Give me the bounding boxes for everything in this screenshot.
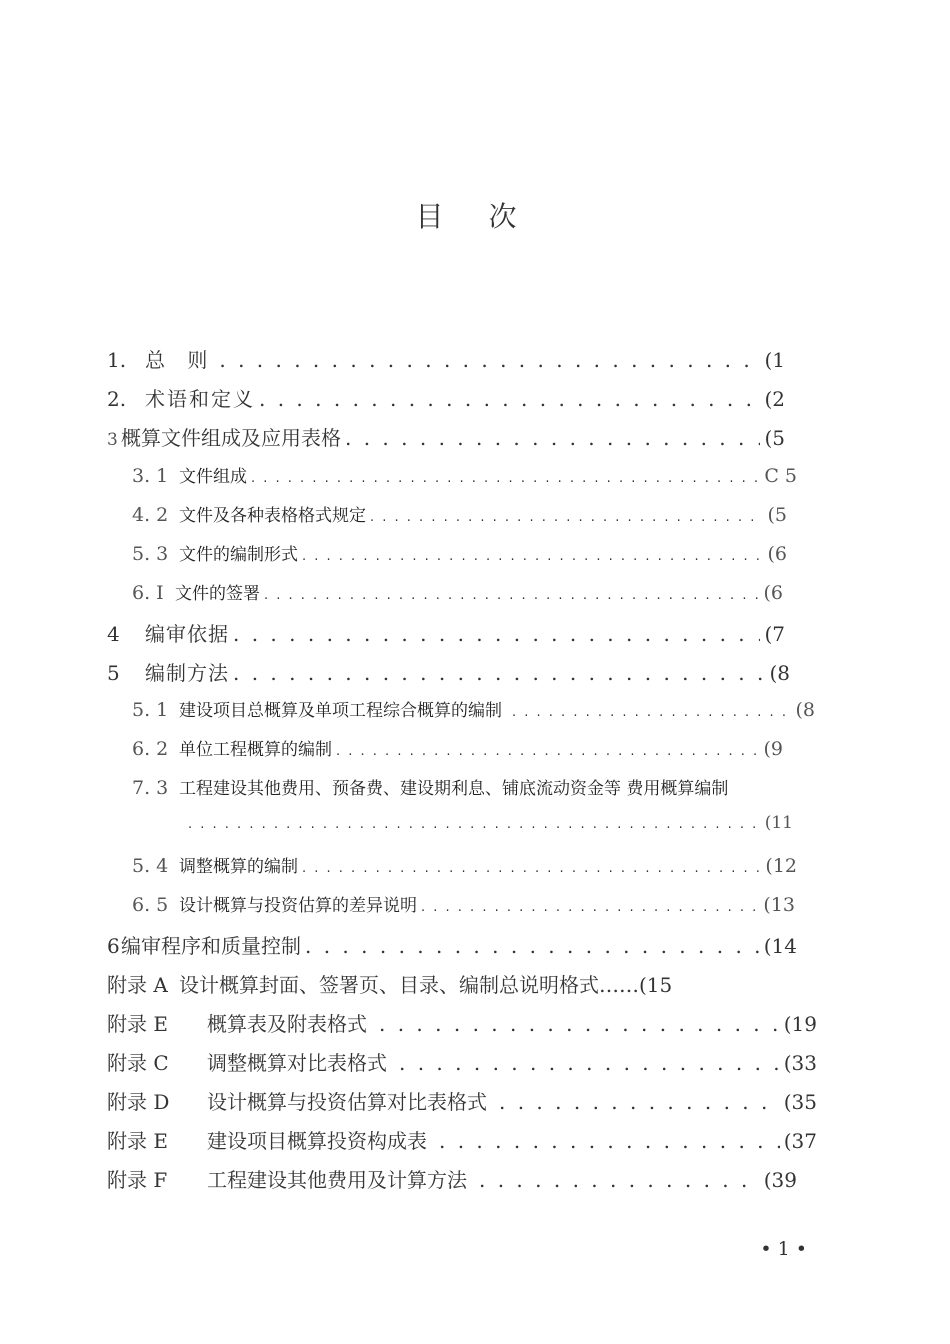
toc-number: 3 bbox=[107, 430, 118, 450]
toc-page: (5 bbox=[767, 504, 787, 526]
page-title: 目 次 bbox=[415, 200, 535, 233]
toc-label: 建设项目概算投资构成表 bbox=[207, 1129, 427, 1153]
toc-entry[interactable] bbox=[107, 1125, 817, 1153]
dot-leader bbox=[439, 1129, 780, 1153]
dot-leader bbox=[479, 1168, 760, 1192]
toc-label: 概算表及附表格式 bbox=[207, 1012, 367, 1036]
toc-label: 文件的编制形式 bbox=[179, 545, 298, 565]
toc-entry[interactable] bbox=[107, 969, 747, 997]
toc-entry[interactable] bbox=[132, 696, 815, 724]
toc-label: 建设项目总概算及单项工程综合概算的编制 bbox=[179, 701, 502, 721]
toc-page: (1 bbox=[764, 348, 785, 372]
toc-label: 术语和定义 bbox=[145, 387, 255, 411]
toc-number: 7. 3 bbox=[132, 777, 169, 799]
toc-entry[interactable] bbox=[132, 501, 787, 529]
toc-entry[interactable] bbox=[107, 1047, 817, 1075]
dot-leader bbox=[302, 549, 763, 564]
toc-page: (7 bbox=[764, 622, 785, 646]
toc-page: C 5 bbox=[764, 465, 797, 487]
toc-number: 5. 1 bbox=[132, 699, 169, 721]
toc-page: (6 bbox=[763, 582, 783, 604]
toc-label: 工程建设其他费用及计算方法 bbox=[207, 1168, 467, 1192]
toc-label: 调整概算对比表格式 bbox=[207, 1051, 387, 1075]
toc-page: (5 bbox=[764, 426, 785, 450]
toc-label: 概算文件组成及应用表格 bbox=[121, 426, 341, 450]
toc-label: 调整概算的编制 bbox=[179, 857, 298, 877]
toc-number: 5 bbox=[107, 661, 120, 685]
dot-leader bbox=[345, 426, 760, 450]
toc-entry[interactable] bbox=[132, 735, 783, 763]
toc-entry[interactable] bbox=[132, 852, 797, 880]
toc-entry[interactable] bbox=[107, 383, 785, 411]
toc-number: 2. bbox=[107, 387, 127, 411]
dot-leader bbox=[370, 510, 763, 525]
dot-leader bbox=[379, 1012, 780, 1036]
dot-leader bbox=[233, 622, 760, 646]
toc-page: (13 bbox=[763, 894, 795, 916]
toc-entry[interactable] bbox=[107, 1086, 817, 1114]
dot-leader bbox=[259, 387, 760, 411]
toc-label: 单位工程概算的编制 bbox=[179, 740, 332, 760]
toc-entry[interactable] bbox=[107, 344, 785, 372]
toc-label: 设计概算与投资估算对比表格式 bbox=[207, 1090, 487, 1114]
page-number: • 1 • bbox=[760, 1238, 807, 1260]
toc-label: 总 则 bbox=[145, 348, 216, 372]
dot-leader bbox=[499, 1090, 780, 1114]
toc-entry[interactable] bbox=[132, 540, 787, 568]
toc-number: 附录 D bbox=[107, 1090, 170, 1114]
toc-label: 文件的签署 bbox=[175, 584, 260, 604]
toc-entry[interactable] bbox=[107, 1164, 797, 1192]
dot-leader bbox=[512, 705, 791, 720]
toc-page: (15 bbox=[639, 973, 673, 997]
toc-page: (19 bbox=[783, 1012, 817, 1036]
toc-number: 6. 2 bbox=[132, 738, 169, 760]
toc-page: (33 bbox=[783, 1051, 817, 1075]
toc-page: (8 bbox=[769, 661, 790, 685]
toc-number: 附录 E bbox=[107, 1012, 168, 1036]
toc-entry[interactable] bbox=[107, 618, 785, 646]
dot-leader bbox=[336, 744, 759, 759]
toc-number: 6. I bbox=[132, 582, 164, 604]
toc-label: 编审程序和质量控制 bbox=[121, 934, 301, 958]
toc-entry[interactable] bbox=[132, 891, 795, 919]
toc-page: (37 bbox=[783, 1129, 817, 1153]
toc-number: 附录 A bbox=[107, 973, 168, 997]
toc-number: 1. bbox=[107, 348, 127, 372]
dot-leader bbox=[399, 1051, 780, 1075]
toc-entry[interactable] bbox=[132, 462, 797, 490]
toc-entry[interactable] bbox=[107, 930, 797, 958]
toc-entry[interactable] bbox=[132, 579, 783, 607]
dot-leader bbox=[251, 471, 760, 486]
toc-label: 编审依据 bbox=[145, 622, 229, 646]
toc-label: 文件组成 bbox=[179, 467, 247, 487]
toc-label: 编制方法 bbox=[145, 661, 229, 685]
toc-page: (39 bbox=[763, 1168, 797, 1192]
toc-label: 设计概算封面、签署页、目录、编制总说明格式…… bbox=[179, 973, 639, 997]
toc-number: 5. 3 bbox=[132, 543, 169, 565]
toc-entry-continuation[interactable] bbox=[188, 813, 793, 841]
toc-page: (14 bbox=[763, 934, 797, 958]
dot-leader bbox=[302, 861, 761, 876]
toc-label: 设计概算与投资估算的差异说明 bbox=[179, 896, 417, 916]
toc-number: 附录 F bbox=[107, 1168, 168, 1192]
toc-number: 4. 2 bbox=[132, 504, 169, 526]
toc-entry[interactable] bbox=[107, 1008, 817, 1036]
dot-leader bbox=[219, 348, 760, 372]
toc-number: 5. 4 bbox=[132, 855, 169, 877]
dot-leader bbox=[264, 588, 759, 603]
dot-leader bbox=[305, 934, 760, 958]
toc-entry[interactable] bbox=[107, 422, 785, 450]
toc-page: (8 bbox=[795, 699, 815, 721]
toc-entry-multiline[interactable] bbox=[132, 774, 812, 802]
toc-number: 附录 C bbox=[107, 1051, 169, 1075]
toc-entry[interactable] bbox=[107, 657, 790, 685]
toc-page: (12 bbox=[765, 855, 797, 877]
toc-page: (9 bbox=[763, 738, 783, 760]
dot-leader bbox=[421, 900, 759, 915]
toc-number: 4 bbox=[107, 622, 120, 646]
toc-number: 6. 5 bbox=[132, 894, 169, 916]
toc-number: 6 bbox=[107, 934, 120, 958]
toc-page: (2 bbox=[764, 387, 785, 411]
toc-label: 文件及各种表格格式规定 bbox=[179, 506, 366, 526]
toc-number: 3. 1 bbox=[132, 465, 169, 487]
toc-label: 工程建设其他费用、预备费、建设期利息、铺底流动资金等 费用概算编制 bbox=[179, 779, 729, 799]
toc-number: 附录 E bbox=[107, 1129, 168, 1153]
dot-leader bbox=[188, 817, 761, 832]
toc-page: (6 bbox=[767, 543, 787, 565]
toc-page: (11 bbox=[764, 813, 793, 833]
toc-page: (35 bbox=[783, 1090, 817, 1114]
dot-leader bbox=[233, 661, 765, 685]
